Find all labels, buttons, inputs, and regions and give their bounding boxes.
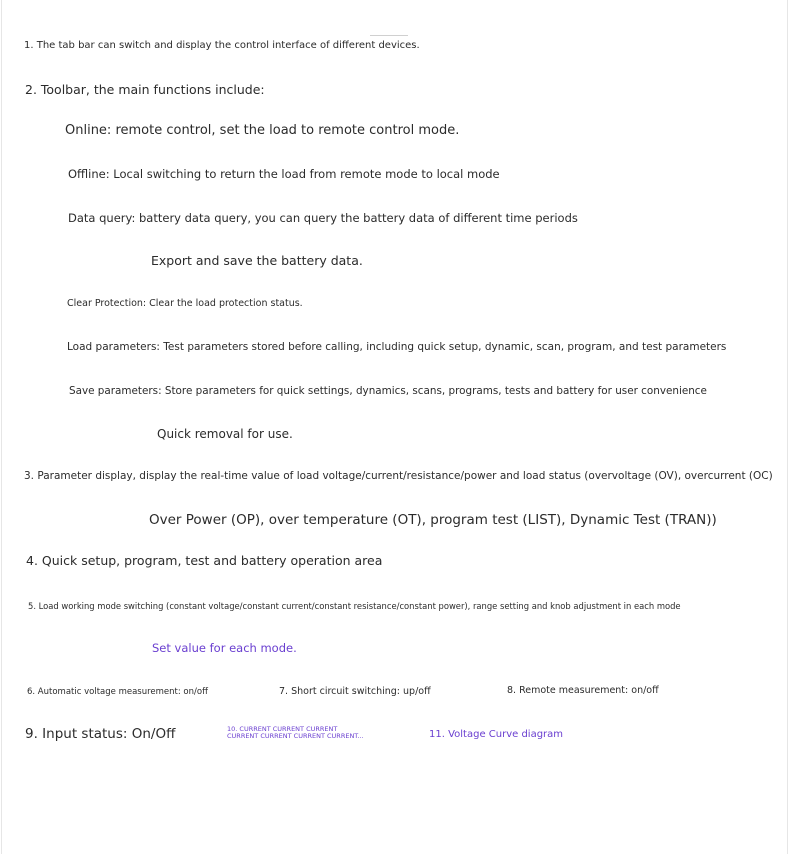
top-divider xyxy=(370,35,408,36)
item-2-toolbar: 2. Toolbar, the main functions include: xyxy=(25,82,265,97)
item-7-short-circuit: 7. Short circuit switching: up/off xyxy=(279,686,431,697)
item-1-tab-bar: 1. The tab bar can switch and display the control interface of different devices. xyxy=(24,40,420,51)
toolbar-clear-protection: Clear Protection: Clear the load protection status. xyxy=(67,298,303,309)
toolbar-online: Online: remote control, set the load to remote control mode. xyxy=(65,123,460,138)
item-3-parameter-display-cont: Over Power (OP), over temperature (OT), program test (LIST), Dynamic Test (TRAN)) xyxy=(149,512,717,528)
toolbar-save-parameters: Save parameters: Store parameters for quick settings, dynamics, scans, programs, tests and battery for user convenience xyxy=(69,385,707,397)
item-11-voltage-curve: 11. Voltage Curve diagram xyxy=(429,729,564,740)
toolbar-load-parameters: Load parameters: Test parameters stored before calling, including quick setup, dynamic, scan, program, and test parameters xyxy=(67,341,727,353)
item-5-mode-switching-cont: Set value for each mode. xyxy=(152,641,297,655)
item-8-remote-measurement: 8. Remote measurement: on/off xyxy=(507,685,659,696)
item-4-operation-area: 4. Quick setup, program, test and battery operation area xyxy=(26,553,383,568)
document-page xyxy=(1,0,788,854)
item-5-mode-switching: 5. Load working mode switching (constant voltage/constant current/constant resistance/constant power), range setting and knob adjustment in each mode xyxy=(28,601,681,611)
toolbar-data-query: Data query: battery data query, you can query the battery data of different time periods xyxy=(68,211,578,225)
toolbar-save-parameters-cont: Quick removal for use. xyxy=(157,427,293,441)
item-6-auto-voltage: 6. Automatic voltage measurement: on/off xyxy=(27,687,208,697)
toolbar-offline: Offline: Local switching to return the load from remote mode to local mode xyxy=(68,167,500,181)
item-10-current: 10. CURRENT CURRENT CURRENT CURRENT CURRENT CURRENT CURRENT... xyxy=(227,726,364,741)
item-9-input-status: 9. Input status: On/Off xyxy=(25,726,176,742)
toolbar-data-export: Export and save the battery data. xyxy=(151,253,363,268)
item-3-parameter-display: 3. Parameter display, display the real-time value of load voltage/current/resistance/power and load status (overvoltage (OV), overcurrent (OC) xyxy=(24,470,773,482)
